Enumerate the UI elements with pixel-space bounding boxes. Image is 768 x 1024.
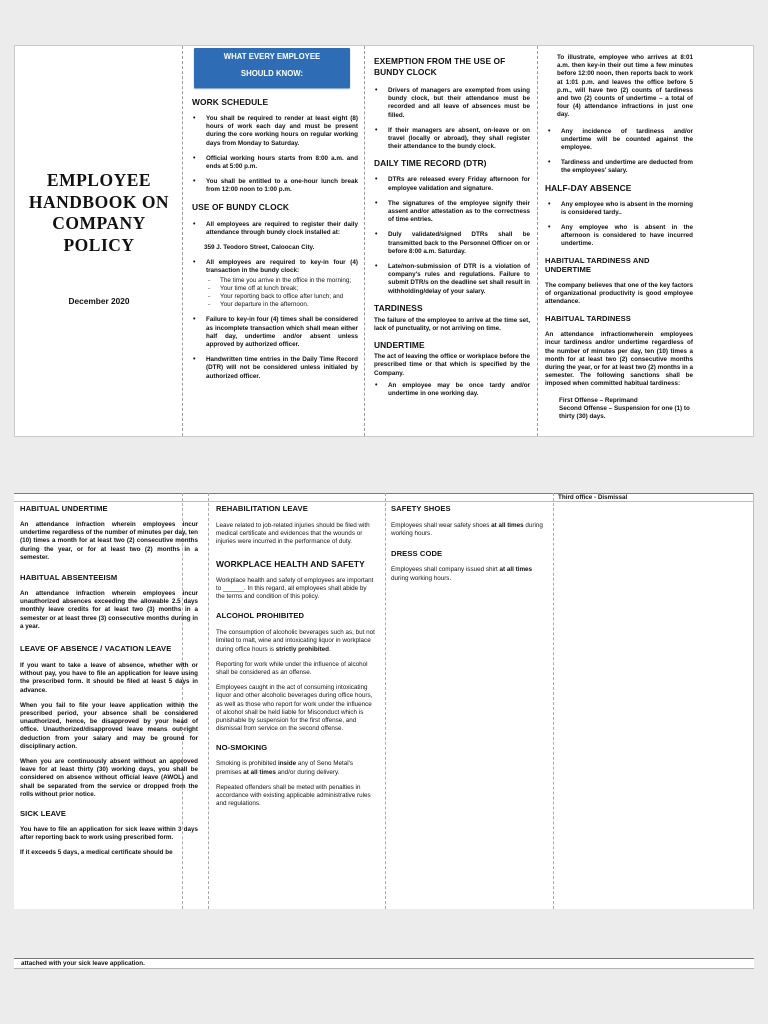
office-address: 359 J. Teodoro Street, Caloocan City. xyxy=(204,244,315,252)
transaction-sublist xyxy=(206,277,358,310)
habitual-tu-text: The company believes that one of the key factors of organizational productivity is good employee attendance. xyxy=(545,281,693,306)
panel-exemption xyxy=(370,56,530,405)
tardiness-list xyxy=(543,128,693,176)
list-item: • Drivers of managers are exempted from using bundy clock, but their attendance must be recorded and all leave of absences must be filled. xyxy=(388,87,530,120)
work-schedule-list xyxy=(188,115,358,195)
smoking-text: Repeated offenders shall be meted with penalties in accordance with existing applicable administrative rules and regulations. xyxy=(216,783,371,808)
section-heading: WORKPLACE HEALTH AND SAFETY xyxy=(216,558,365,569)
health-text: Workplace health and safety of employees are important to ______. In this regard, all employees shall abide by the terms and condition of this policy. xyxy=(216,576,374,601)
list-item: • DTRs are released every Friday afternoon for employee validation and signature. xyxy=(388,176,530,192)
top-strip-text: Third office - Dismissal xyxy=(558,494,628,501)
section-heading: UNDERTIME xyxy=(374,340,425,351)
section-heading: LEAVE OF ABSENCE / VACATION LEAVE xyxy=(20,644,172,654)
panel-half-day xyxy=(543,54,693,428)
list-item: • All employees are required to key-in four (4) transaction in the bundy clock: - The time you arrive in the office in the morning; - Your time off at lunch break; - Your reporting back to office after lunch; and - Your departure in the afternoon. xyxy=(206,259,358,309)
list-item: • Handwritten time entries in the Daily Time Record (DTR) will not be considered unless initialed by authorized officer. xyxy=(206,356,358,381)
shoes-text: Employees shall wear safety shoes at all times during working hours. xyxy=(391,522,543,538)
rehab-text: Leave related to job-related injuries should be filed with medical certificate and evidences that the wounds or injuries were incurred in the performance of duty. xyxy=(216,522,370,546)
sanction-item: Second Offense – Suspension for one (1) to thirty (30) days. xyxy=(559,404,690,421)
list-item: • Any employee who is absent in the afternoon is considered to have incurred undertime. xyxy=(561,224,693,249)
list-item: • All employees are required to register their daily attendance through bundy clock installed at: xyxy=(206,221,358,237)
dtr-list xyxy=(370,176,530,295)
column-health-safety xyxy=(216,504,376,815)
panel-work-schedule xyxy=(188,48,358,388)
habitual-absenteeism-text: An attendance infraction wherein employees incur unauthorized absences exceeding the allowable 2.5 days monthly leave credits for at least two (3) months in a semester or at least three (3) consecutive months during in a year. xyxy=(20,590,198,630)
list-item: • Tardiness and undertime are deducted from the employees' salary. xyxy=(561,159,693,175)
fold-line xyxy=(182,46,183,436)
leave-paragraph: If you want to take a leave of absence, whether with or without pay, you have to file an application for leave using the prescribed form. It should be filed at least 5 days in advance. xyxy=(20,662,198,694)
sick-paragraph: You have to file an application for sick leave within 3 days after reporting back to work using prescribed form. xyxy=(20,826,198,842)
list-item: • If their managers are absent, on-leave or on travel (locally or abroad), they shall register their attendance to the bundy clock. xyxy=(388,127,530,152)
alcohol-text: The consumption of alcoholic beverages such as, but not limited to malt, wine and intoxicating liquor in workplace during office hours is strictly prohibited. xyxy=(216,629,375,653)
section-heading: SICK LEAVE xyxy=(20,809,67,819)
fold-line xyxy=(364,46,365,436)
handbook-date: December 2020 xyxy=(68,296,130,306)
section-heading: NO-SMOKING xyxy=(216,743,268,753)
section-heading: DAILY TIME RECORD (DTR) xyxy=(374,158,487,169)
sub-item: - Your time off at lunch break; xyxy=(220,285,358,293)
section-heading: USE OF BUNDY CLOCK xyxy=(192,201,290,212)
fold-line xyxy=(208,493,209,909)
habitual-t-text: An attendance infractionwherein employees incur tardiness and/or undertime regardless of the number of minutes per day, ten (10) times a month for at least two (2) consecutive months during the year, or for at least two (2) months in a semester. The following sanctions shall be imposed when committed habitual tardiness: xyxy=(545,331,693,388)
list-item: • An employee may be once tardy and/or undertime in one working day. xyxy=(388,382,530,398)
list-item: • Official working hours starts from 8:00 a.m. and ends at 5:00 p.m. xyxy=(206,155,358,171)
habitual-undertime-text: An attendance infraction wherein employees incur undertime regardless of the number of minutes per day, ten (10) times a month for at least two (2) consecutive months during the year, or for at least two (2) months in a semester. xyxy=(20,521,198,561)
section-heading: ALCOHOL PROHIBITED xyxy=(216,611,305,621)
fold-line xyxy=(753,493,754,909)
list-item: • The signatures of the employee signify their assent and/or attestation as to the correctness of time entries. xyxy=(388,200,530,225)
cover-panel xyxy=(20,170,178,306)
section-heading: REHABILITATION LEAVE xyxy=(216,504,308,513)
undertime-text: The act of leaving the office or workplace before the prescribed time or that which is specified by the Company. xyxy=(374,353,530,377)
illustration-text: To illustrate, employee who arrives at 8:01 a.m. then key-in their out time a few minutes before 12:00 noon, then reports back to work at 1:01 p.m. and leaves the office before 5 p.m., will have two (2) counts of tardiness and two (2) counts of undertime – a total of four (4) attendance infractions in just one day. xyxy=(557,54,693,119)
list-item: • You shall be entitled to a one-hour lunch break from 12:00 noon to 1:00 p.m. xyxy=(206,178,358,194)
bottom-strip-text: attached with your sick leave application. xyxy=(21,960,145,967)
list-item: • Duly validated/signed DTRs shall be transmitted back to the Personnel Officer on or before 8:00 a.m. Saturday. xyxy=(388,231,530,256)
column-absences xyxy=(20,504,198,865)
sub-item: - Your departure in the afternoon. xyxy=(220,301,358,309)
alcohol-text: Reporting for work while under the influence of alcohol shall be considered as an offense. xyxy=(216,660,368,677)
top-strip-line xyxy=(14,493,754,494)
list-item: • Late/non-submission of DTR is a violation of company's rules and regulations. Failure to submit DTR/s on the deadline set shall result in withholding/delay of your salary. xyxy=(388,263,530,296)
list-item: • Failure to key-in four (4) times shall be considered as incomplete transaction which shall mean either half day, undertime and/or absent unless approved by authorized officer. xyxy=(206,316,358,349)
fold-line xyxy=(537,46,538,436)
section-heading: HALF-DAY ABSENCE xyxy=(545,182,632,193)
what-every-employee-banner: WHAT EVERY EMPLOYEE SHOULD KNOW: xyxy=(194,48,350,88)
section-heading: HABITUAL TARDINESS xyxy=(545,314,631,324)
exemption-list xyxy=(370,87,530,151)
bundy-list xyxy=(188,221,358,237)
smoking-text: Smoking is prohibited inside any of Seno Metal's premises at all times and/or during delivery. xyxy=(216,760,354,776)
leave-paragraph: When you are continuously absent without an approved leave for at least thirty (30) working days, you shall be considered on absence without official leave (AWOL) and shall be separated from the service or dropped from the rolls without prior notice. xyxy=(20,758,198,798)
sick-paragraph: If it exceeds 5 days, a medical certificate should be xyxy=(20,849,173,857)
section-heading: DRESS CODE xyxy=(391,549,443,559)
section-heading: EXEMPTION FROM THE USE OF BUNDY CLOCK xyxy=(374,56,506,77)
alcohol-text: Employees caught in the act of consuming intoxicating liquor and other alcoholic beverages during office hours, as well as those who report for work under the influence of alcohol shall be held liable for Misconduct which is punishable by suspension for the first offense, and dismissal from service on the second offense. xyxy=(216,684,373,733)
undertime-list xyxy=(370,382,530,398)
top-strip-line xyxy=(14,501,754,502)
sub-item: - Your reporting back to office after lunch; and xyxy=(220,293,358,301)
handbook-title: EMPLOYEE HANDBOOK ON COMPANY POLICY xyxy=(28,170,170,255)
section-heading: WORK SCHEDULE xyxy=(192,97,269,107)
bundy-list xyxy=(188,259,358,381)
section-heading: TARDINESS xyxy=(374,302,423,313)
section-heading: HABITUAL UNDERTIME xyxy=(20,504,108,513)
sanction-item: First Offense – Reprimand xyxy=(559,396,638,404)
dress-text: Employees shall company issued shirt at all times during working hours. xyxy=(391,566,533,582)
bottom-strip xyxy=(14,958,754,969)
section-heading: HABITUAL TARDINESS AND UNDERTIME xyxy=(545,255,650,274)
half-day-list xyxy=(543,201,693,249)
section-heading: HABITUAL ABSENTEEISM xyxy=(20,573,118,583)
column-dress-code xyxy=(391,504,551,590)
fold-line xyxy=(553,493,554,909)
fold-line xyxy=(385,493,386,909)
list-item: • Any employee who is absent in the morning is considered tardy.. xyxy=(561,201,693,217)
tardiness-text: The failure of the employee to arrive at the time set, lack of punctuality, or not arriving on time. xyxy=(374,316,530,333)
sub-item: - The time you arrive in the office in the morning; xyxy=(220,277,358,285)
leave-paragraph: When you fail to file your leave application within the prescribed period, your absence shall be considered unauthorized, hence, be disapproved by your head of office. Unauthorized/disapproved leave means out-right deduction from your salary and may be ground for disciplinary action. xyxy=(20,701,198,750)
section-heading: SAFETY SHOES xyxy=(391,504,451,513)
list-item: • Any incidence of tardiness and/or undertime will be counted against the employee. xyxy=(561,128,693,153)
list-item: • You shall be required to render at least eight (8) hours of work each day and must be present during the core working hours on regular working days from Monday to Saturday. xyxy=(206,115,358,148)
